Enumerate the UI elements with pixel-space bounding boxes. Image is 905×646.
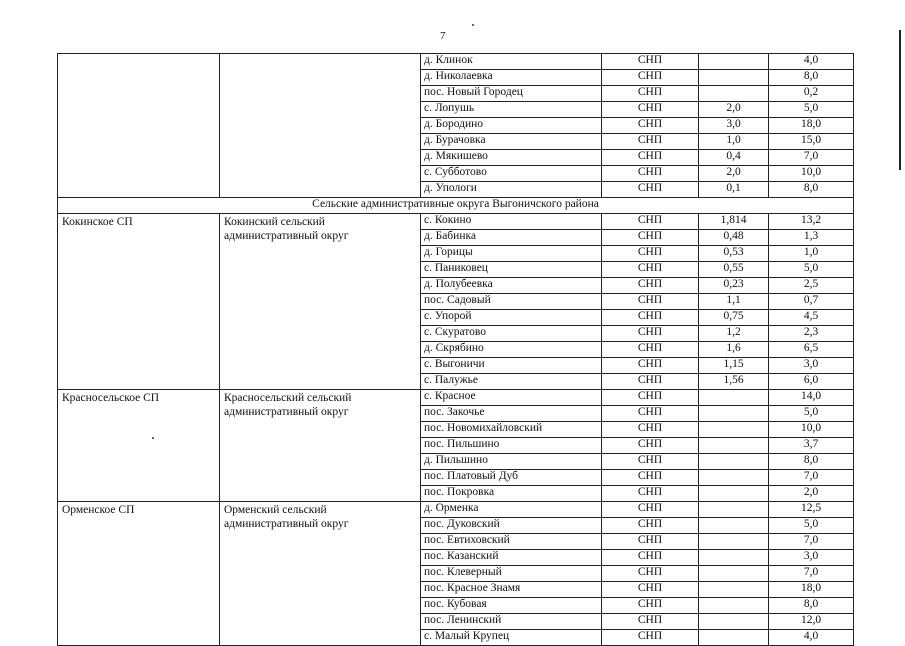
value-a-cell: [699, 422, 769, 438]
value-b-cell: 1,3: [769, 230, 854, 246]
value-a-cell: 2,0: [699, 166, 769, 182]
value-a-cell: [699, 470, 769, 486]
settlement-name-cell: с. Лопушь: [421, 102, 602, 118]
settlement-type-cell: СНП: [602, 326, 699, 342]
settlement-name-cell: пос. Ленинский: [421, 614, 602, 630]
value-b-cell: 2,3: [769, 326, 854, 342]
settlement-type-cell: СНП: [602, 614, 699, 630]
value-b-cell: 13,2: [769, 214, 854, 230]
settlement-type-cell: СНП: [602, 470, 699, 486]
settlement-name-cell: пос. Новомихайловский: [421, 422, 602, 438]
value-b-cell: 8,0: [769, 182, 854, 198]
settlement-type-cell: СНП: [602, 262, 699, 278]
value-b-cell: 6,0: [769, 374, 854, 390]
value-a-cell: [699, 582, 769, 598]
settlements-table: [57, 53, 854, 646]
table-row: [58, 54, 854, 70]
settlement-name-cell: с. Малый Крупец: [421, 630, 602, 646]
table-row: [58, 502, 854, 518]
settlement-type-cell: СНП: [602, 86, 699, 102]
value-a-cell: 0,1: [699, 182, 769, 198]
settlement-name-cell: пос. Красное Знамя: [421, 582, 602, 598]
value-b-cell: 12,0: [769, 614, 854, 630]
value-b-cell: 12,5: [769, 502, 854, 518]
value-b-cell: 5,0: [769, 406, 854, 422]
settlement-name-cell: д. Бабинка: [421, 230, 602, 246]
value-a-cell: [699, 550, 769, 566]
value-b-cell: 8,0: [769, 70, 854, 86]
settlement-type-cell: СНП: [602, 310, 699, 326]
value-a-cell: 2,0: [699, 102, 769, 118]
settlement-type-cell: СНП: [602, 438, 699, 454]
settlement-type-cell: СНП: [602, 390, 699, 406]
value-a-cell: 1,2: [699, 326, 769, 342]
value-b-cell: 7,0: [769, 470, 854, 486]
value-a-cell: [699, 438, 769, 454]
value-a-cell: 1,814: [699, 214, 769, 230]
value-a-cell: 1,56: [699, 374, 769, 390]
value-a-cell: [699, 598, 769, 614]
value-b-cell: 10,0: [769, 422, 854, 438]
settlement-name-cell: с. Субботово: [421, 166, 602, 182]
settlement-type-cell: СНП: [602, 566, 699, 582]
settlement-type-cell: СНП: [602, 454, 699, 470]
page-number: 7: [440, 30, 446, 42]
settlement-type-cell: СНП: [602, 630, 699, 646]
value-a-cell: [699, 70, 769, 86]
value-a-cell: [699, 86, 769, 102]
settlement-type-cell: СНП: [602, 134, 699, 150]
settlement-type-cell: СНП: [602, 294, 699, 310]
settlement-type-cell: СНП: [602, 374, 699, 390]
value-a-cell: [699, 406, 769, 422]
value-b-cell: 7,0: [769, 566, 854, 582]
sp-cell-continued: [58, 54, 220, 198]
settlement-name-cell: пос. Садовый: [421, 294, 602, 310]
settlement-type-cell: СНП: [602, 518, 699, 534]
settlement-type-cell: СНП: [602, 102, 699, 118]
settlement-name-cell: д. Николаевка: [421, 70, 602, 86]
settlement-name-cell: д. Горицы: [421, 246, 602, 262]
district-name-cell: Орменский сельский административный округ: [220, 502, 421, 646]
value-a-cell: [699, 502, 769, 518]
value-b-cell: 2,0: [769, 486, 854, 502]
value-b-cell: 8,0: [769, 454, 854, 470]
value-a-cell: [699, 630, 769, 646]
settlement-name-cell: д. Орменка: [421, 502, 602, 518]
sp-name-cell: Красносельское СП: [58, 390, 220, 502]
settlement-name-cell: д. Клинок: [421, 54, 602, 70]
settlement-name-cell: с. Красное: [421, 390, 602, 406]
value-a-cell: 0,48: [699, 230, 769, 246]
settlement-type-cell: СНП: [602, 54, 699, 70]
value-b-cell: 18,0: [769, 118, 854, 134]
value-b-cell: 3,0: [769, 550, 854, 566]
value-a-cell: [699, 486, 769, 502]
settlement-type-cell: СНП: [602, 550, 699, 566]
settlement-type-cell: СНП: [602, 150, 699, 166]
value-b-cell: 4,0: [769, 54, 854, 70]
settlement-type-cell: СНП: [602, 166, 699, 182]
value-b-cell: 8,0: [769, 598, 854, 614]
value-a-cell: [699, 518, 769, 534]
value-a-cell: 1,0: [699, 134, 769, 150]
settlement-name-cell: пос. Дуковский: [421, 518, 602, 534]
settlement-name-cell: д. Бородино: [421, 118, 602, 134]
value-b-cell: 4,5: [769, 310, 854, 326]
scan-edge-mark: [899, 30, 901, 170]
value-b-cell: 18,0: [769, 582, 854, 598]
sp-name-cell: Кокинское СП: [58, 214, 220, 390]
settlement-name-cell: пос. Закочье: [421, 406, 602, 422]
value-a-cell: 1,15: [699, 358, 769, 374]
settlement-type-cell: СНП: [602, 502, 699, 518]
settlement-name-cell: пос. Кубовая: [421, 598, 602, 614]
settlement-name-cell: с. Паниковец: [421, 262, 602, 278]
settlement-type-cell: СНП: [602, 534, 699, 550]
settlement-name-cell: с. Упорой: [421, 310, 602, 326]
section-title: Сельские административные округа Выгоничского района: [58, 198, 854, 214]
value-a-cell: [699, 566, 769, 582]
value-a-cell: [699, 614, 769, 630]
value-a-cell: [699, 534, 769, 550]
value-a-cell: 0,75: [699, 310, 769, 326]
value-b-cell: 4,0: [769, 630, 854, 646]
value-b-cell: 7,0: [769, 150, 854, 166]
value-b-cell: 10,0: [769, 166, 854, 182]
settlement-type-cell: СНП: [602, 182, 699, 198]
value-b-cell: 3,0: [769, 358, 854, 374]
settlement-type-cell: СНП: [602, 118, 699, 134]
settlement-name-cell: д. Пильшино: [421, 454, 602, 470]
value-a-cell: 0,53: [699, 246, 769, 262]
settlement-type-cell: СНП: [602, 582, 699, 598]
settlement-type-cell: СНП: [602, 406, 699, 422]
value-a-cell: 1,1: [699, 294, 769, 310]
value-a-cell: [699, 390, 769, 406]
settlement-type-cell: СНП: [602, 278, 699, 294]
value-b-cell: 5,0: [769, 518, 854, 534]
value-b-cell: 15,0: [769, 134, 854, 150]
settlement-type-cell: СНП: [602, 246, 699, 262]
settlement-name-cell: д. Полубеевка: [421, 278, 602, 294]
value-a-cell: 1,6: [699, 342, 769, 358]
settlement-type-cell: СНП: [602, 214, 699, 230]
settlement-name-cell: д. Мякишево: [421, 150, 602, 166]
settlement-name-cell: с. Скуратово: [421, 326, 602, 342]
settlement-name-cell: пос. Пильшино: [421, 438, 602, 454]
value-a-cell: 0,4: [699, 150, 769, 166]
settlement-name-cell: д. Скрябино: [421, 342, 602, 358]
settlement-type-cell: СНП: [602, 598, 699, 614]
value-b-cell: 3,7: [769, 438, 854, 454]
value-b-cell: 1,0: [769, 246, 854, 262]
settlement-name-cell: с. Палужье: [421, 374, 602, 390]
settlement-type-cell: СНП: [602, 422, 699, 438]
settlement-name-cell: д. Бурачовка: [421, 134, 602, 150]
table-body: [58, 54, 854, 646]
value-a-cell: 0,55: [699, 262, 769, 278]
sp-name-cell: Орменское СП: [58, 502, 220, 646]
value-b-cell: 7,0: [769, 534, 854, 550]
value-b-cell: 2,5: [769, 278, 854, 294]
settlement-name-cell: пос. Новый Городец: [421, 86, 602, 102]
value-a-cell: 3,0: [699, 118, 769, 134]
value-b-cell: 14,0: [769, 390, 854, 406]
value-b-cell: 6,5: [769, 342, 854, 358]
settlement-type-cell: СНП: [602, 486, 699, 502]
district-cell-continued: [220, 54, 421, 198]
settlement-name-cell: с. Выгоничи: [421, 358, 602, 374]
settlement-name-cell: пос. Евтиховский: [421, 534, 602, 550]
settlement-type-cell: СНП: [602, 230, 699, 246]
value-b-cell: 5,0: [769, 102, 854, 118]
value-a-cell: [699, 54, 769, 70]
settlement-type-cell: СНП: [602, 342, 699, 358]
settlement-name-cell: пос. Покровка: [421, 486, 602, 502]
value-b-cell: 5,0: [769, 262, 854, 278]
settlement-name-cell: пос. Клеверный: [421, 566, 602, 582]
district-name-cell: Красносельский сельский административный округ: [220, 390, 421, 502]
settlement-type-cell: СНП: [602, 358, 699, 374]
section-header-row: [58, 198, 854, 214]
settlement-type-cell: СНП: [602, 70, 699, 86]
settlement-name-cell: пос. Платовый Дуб: [421, 470, 602, 486]
settlement-name-cell: пос. Казанский: [421, 550, 602, 566]
district-name-cell: Кокинский сельский административный округ: [220, 214, 421, 390]
value-a-cell: [699, 454, 769, 470]
scan-dot: [472, 24, 474, 26]
value-a-cell: 0,23: [699, 278, 769, 294]
value-b-cell: 0,2: [769, 86, 854, 102]
settlement-name-cell: с. Кокино: [421, 214, 602, 230]
table-row: [58, 214, 854, 230]
settlement-name-cell: д. Упологи: [421, 182, 602, 198]
table-row: [58, 390, 854, 406]
value-b-cell: 0,7: [769, 294, 854, 310]
